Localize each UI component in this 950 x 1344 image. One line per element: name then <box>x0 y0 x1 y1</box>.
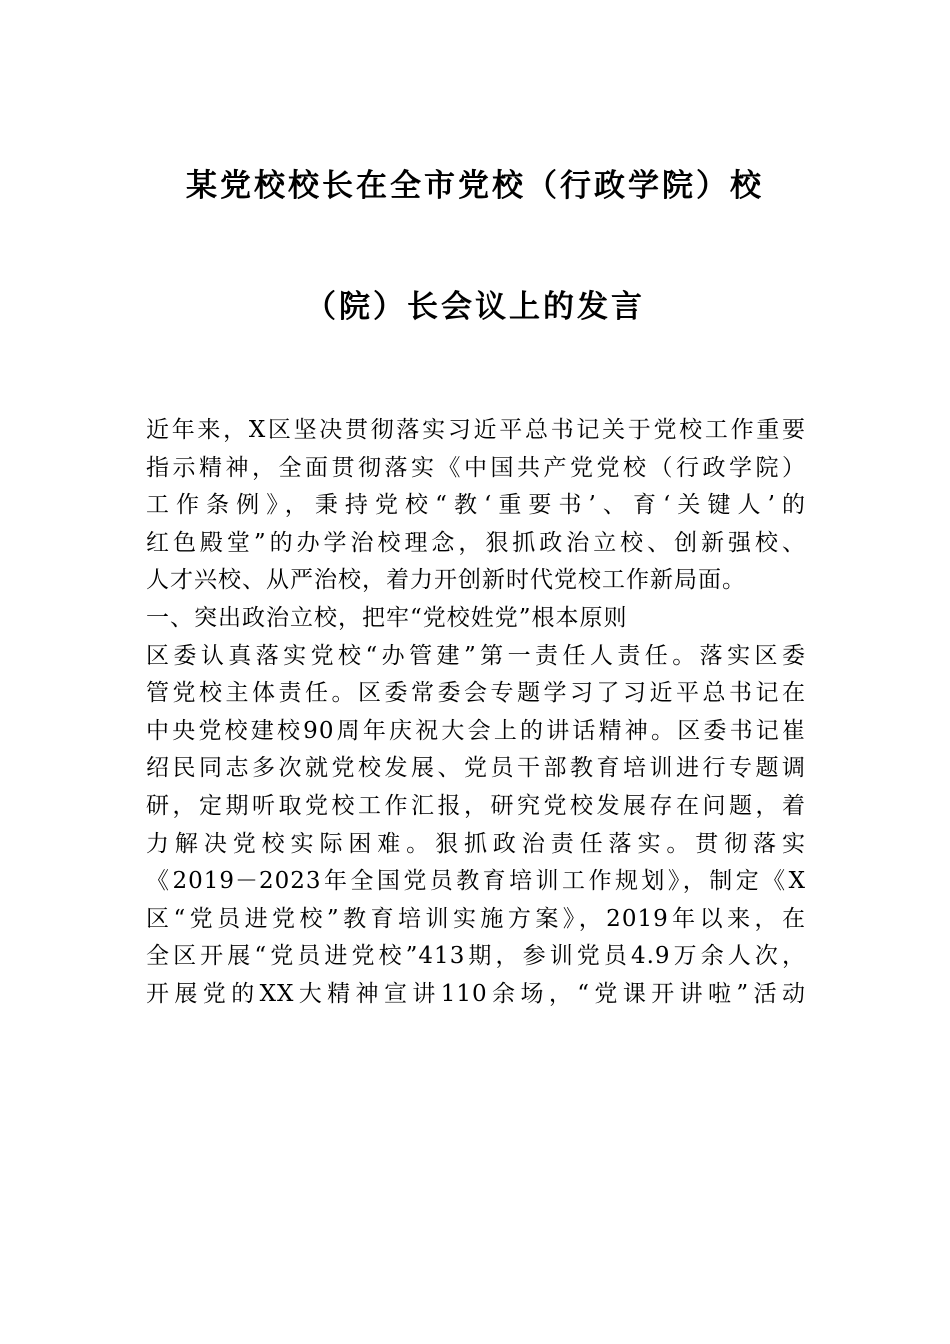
body-line: 全区开展“党员进党校”413期，参训党员4.9万余人次， <box>146 943 806 970</box>
body-line: 区“党员进党校”教育培训实施方案》，2019年以来，在 <box>146 905 806 932</box>
body-line: 人才兴校、从严治校，着力开创新时代党校工作新局面。 <box>146 567 746 594</box>
body-line: 开展党的XX大精神宣讲110余场，“党课开讲啦”活动 <box>146 980 806 1007</box>
body-line: 研，定期听取党校工作汇报，研究党校发展存在问题，着 <box>146 792 806 819</box>
body-line: 《2019－2023年全国党员教育培训工作规划》，制定《X <box>146 868 806 895</box>
body-line: 区委认真落实党校“办管建”第一责任人责任。落实区委 <box>146 642 806 669</box>
body-line: 近年来，X区坚决贯彻落实习近平总书记关于党校工作重要 <box>146 417 806 443</box>
body-line: 管党校主体责任。区委常委会专题学习了习近平总书记在 <box>146 680 806 707</box>
section-heading: 一、突出政治立校，把牢“党校姓党”根本原则 <box>146 604 628 631</box>
document-title-line-2: （院）长会议上的发言 <box>305 289 645 325</box>
body-line: 指示精神，全面贯彻落实《中国共产党党校（行政学院） <box>146 454 806 481</box>
document-body <box>146 412 806 1014</box>
body-line: 工作条例》，秉持党校“教‘重要书’、育‘关键人’的 <box>146 492 806 519</box>
body-line: 绍民同志多次就党校发展、党员干部教育培训进行专题调 <box>146 755 806 782</box>
body-line: 红色殿堂”的办学治校理念，狠抓政治立校、创新强校、 <box>146 529 806 556</box>
document-title-line-1: 某党校校长在全市党校（行政学院）校 <box>186 168 764 204</box>
body-line: 中央党校建校90周年庆祝大会上的讲话精神。区委书记崔 <box>146 717 806 744</box>
body-line: 力解决党校实际困难。狠抓政治责任落实。贯彻落实 <box>146 830 806 857</box>
